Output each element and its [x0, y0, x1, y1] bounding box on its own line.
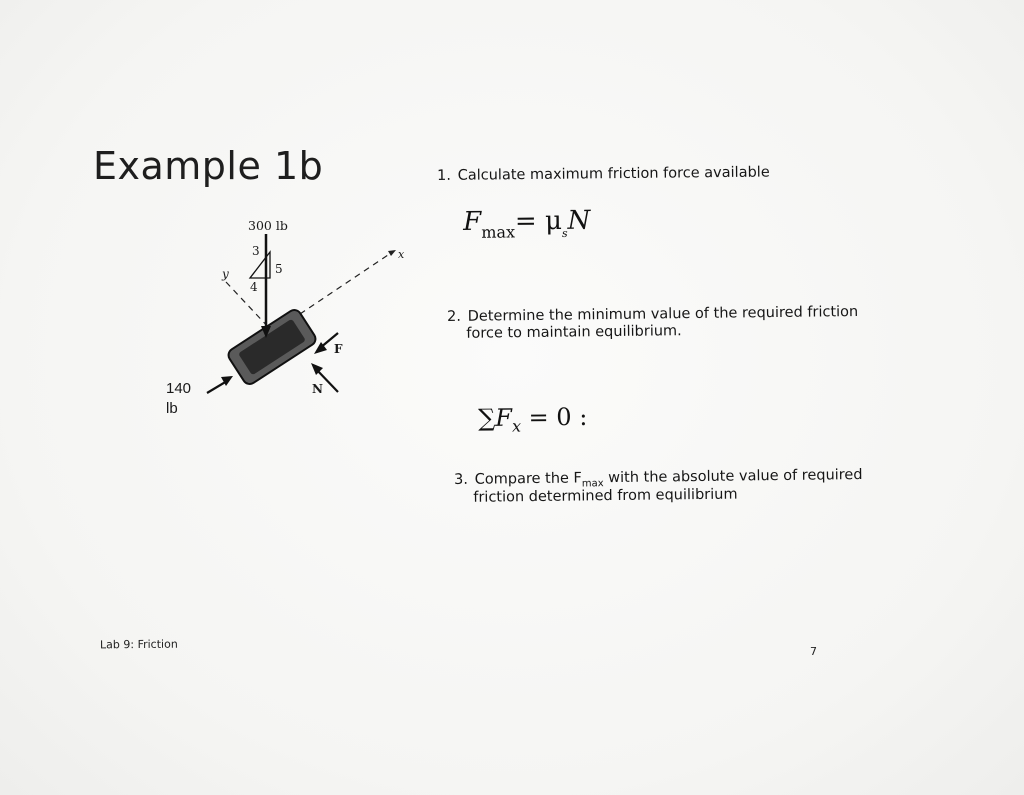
fmax-rhs: = μ	[514, 205, 563, 237]
step-3-number: 3.	[454, 471, 469, 488]
fmax-equation	[463, 205, 591, 242]
step-1	[437, 165, 770, 185]
load-label: 300 lb	[248, 218, 288, 233]
triangle-hypotenuse: 5	[275, 262, 283, 276]
fmax-lhs-sub: max	[481, 222, 516, 242]
step-3-text-b: with the absolute value of required	[603, 467, 863, 487]
sum-fx-rhs: = 0 :	[520, 402, 588, 432]
step-3	[454, 467, 894, 507]
y-axis-dashed	[226, 282, 271, 330]
push-arrow	[207, 381, 227, 393]
normal-label: N	[312, 382, 323, 396]
step-1-number: 1.	[437, 167, 452, 184]
slide-title: Example 1b	[93, 144, 324, 188]
push-force-label	[166, 379, 191, 419]
fmax-rhs-sub: s	[561, 226, 568, 240]
footer-label: Lab 9: Friction	[99, 637, 178, 652]
sum-fx-sigma: ∑	[478, 403, 496, 432]
step-3-subscript: max	[581, 478, 604, 490]
step-2-number: 2.	[447, 308, 462, 325]
triangle-side-b: 4	[250, 280, 258, 294]
x-axis-arrowhead	[388, 250, 396, 256]
x-axis-label: x	[398, 248, 405, 261]
block	[226, 307, 318, 386]
friction-label: F	[334, 342, 343, 356]
push-force-unit: lb	[166, 400, 178, 417]
sum-fx-var: F	[495, 403, 513, 432]
step-3-line-2: friction determined from equilibrium	[473, 486, 738, 506]
page-number: 7	[810, 645, 817, 658]
step-2	[447, 304, 887, 343]
y-axis-label: y	[222, 267, 229, 281]
sum-fx-sub: x	[511, 416, 522, 436]
sum-fx-equation	[478, 402, 588, 436]
triangle-side-a: 3	[252, 244, 260, 258]
fmax-rhs-var: N	[567, 205, 591, 236]
step-3-text-a: Compare the F	[474, 470, 582, 488]
push-force-value: 140	[166, 380, 192, 397]
fmax-lhs: F	[463, 206, 482, 237]
x-axis-dashed	[300, 251, 394, 314]
step-1-text: Calculate maximum friction force available	[457, 164, 770, 184]
step-2-line-2: force to maintain equilibrium.	[466, 323, 682, 342]
step-2-line-1: Determine the minimum value of the required friction	[467, 303, 859, 325]
